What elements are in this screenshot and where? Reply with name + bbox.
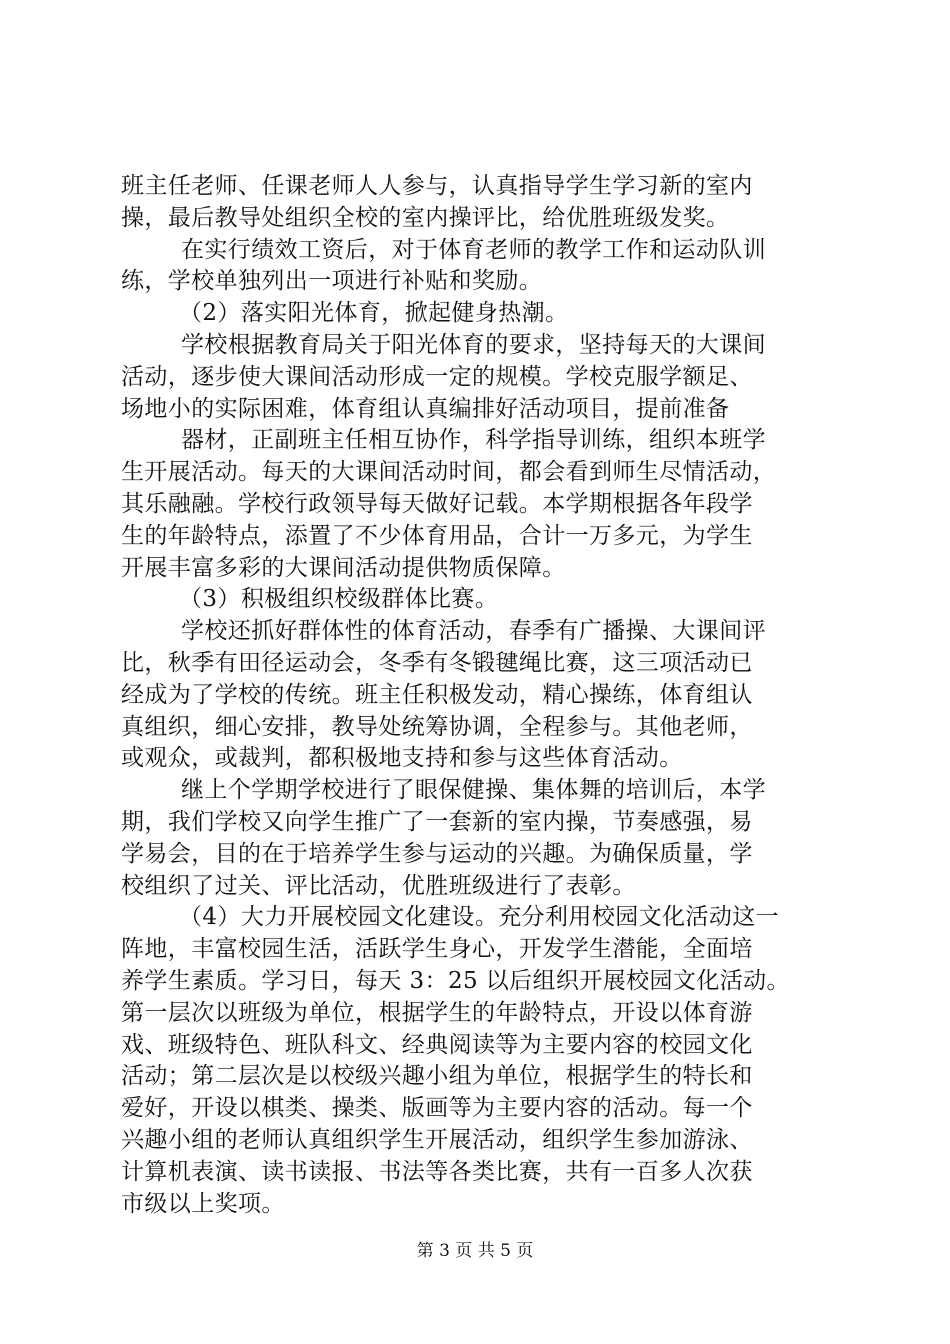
paragraph-start-line: 在实行绩效工资后，对于体育老师的教学工作和运动队训 (181, 236, 766, 263)
text-line: 戏、班级特色、班队科文、经典阅读等为主要内容的校园文化 (121, 1031, 753, 1058)
section-heading: （4）大力开展校园文化建设。充分利用校园文化活动这一 (179, 904, 780, 931)
text-line: 阵地，丰富校园生活，活跃学生身心，开发学生潜能，全面培 (121, 936, 753, 963)
text-line: 或观众，或裁判，都积极地支持和参与这些体育活动。 (121, 745, 683, 772)
text-line: 期，我们学校又向学生推广了一套新的室内操，节奏感强，易 (121, 808, 753, 835)
text-line: 活动，逐步使大课间活动形成一定的规模。学校克服学额足、 (121, 363, 753, 390)
document-body (121, 171, 841, 1220)
text-line: 其乐融融。学校行政领导每天做好记载。本学期根据各年段学 (121, 490, 753, 517)
text-line: 第一层次以班级为单位，根据学生的年龄特点，开设以体育游 (121, 999, 753, 1026)
text-line: 养学生素质。学习日，每天 3：25 以后组织开展校园文化活动。 (121, 967, 790, 994)
text-line: 兴趣小组的老师认真组织学生开展活动，组织学生参加游泳、 (121, 1126, 753, 1153)
text-line: 经成为了学校的传统。班主任积极发动，精心操练，体育组认 (121, 681, 753, 708)
section-heading: （2）落实阳光体育，掀起健身热潮。 (179, 300, 569, 327)
text-line: 活动；第二层次是以校级兴趣小组为单位，根据学生的特长和 (121, 1063, 753, 1090)
text-line: 爱好，开设以棋类、操类、版画等为主要内容的活动。每一个 (121, 1095, 753, 1122)
paragraph-start-line: 继上个学期学校进行了眼保健操、集体舞的培训后，本学 (181, 777, 766, 804)
text-line: 比，秋季有田径运动会，冬季有冬锻毽绳比赛，这三项活动已 (121, 649, 753, 676)
paragraph-start-line: 学校还抓好群体性的体育活动，春季有广播操、大课间评 (181, 618, 766, 645)
text-line: 练，学校单独列出一项进行补贴和奖励。 (121, 268, 543, 295)
text-line: 学易会，目的在于培养学生参与运动的兴趣。为确保质量，学 (121, 840, 753, 867)
text-line: 校组织了过关、评比活动，优胜班级进行了表彰。 (121, 872, 636, 899)
text-line: 开展丰富多彩的大课间活动提供物质保障。 (121, 554, 566, 581)
text-line: 场地小的实际困难，体育组认真编排好活动项目，提前准备 (121, 395, 730, 422)
text-line: 真组织，细心安排，教导处统筹协调，全程参与。其他老师， (121, 713, 753, 740)
text-line: 计算机表演、读书读报、书法等各类比赛，共有一百多人次获 (121, 1158, 753, 1185)
text-line: 班主任老师、任课老师人人参与，认真指导学生学习新的室内 (121, 173, 753, 199)
text-line: 生开展活动。每天的大课间活动时间，都会看到师生尽情活动， (121, 459, 777, 486)
text-line: 操，最后教导处组织全校的室内操评比，给优胜班级发奖。 (121, 204, 730, 231)
section-heading: （3）积极组织校级群体比赛。 (179, 586, 499, 613)
page-number-footer: 第 3 页 共 5 页 (416, 1241, 534, 1261)
text-line: 生的年龄特点，添置了不少体育用品，合计一万多元，为学生 (121, 522, 753, 549)
paragraph-start-line: 器材，正副班主任相互协作，科学指导训练，组织本班学 (181, 427, 766, 454)
paragraph-start-line: 学校根据教育局关于阳光体育的要求，坚持每天的大课间 (181, 331, 766, 358)
text-line: 市级以上奖项。 (121, 1190, 285, 1217)
